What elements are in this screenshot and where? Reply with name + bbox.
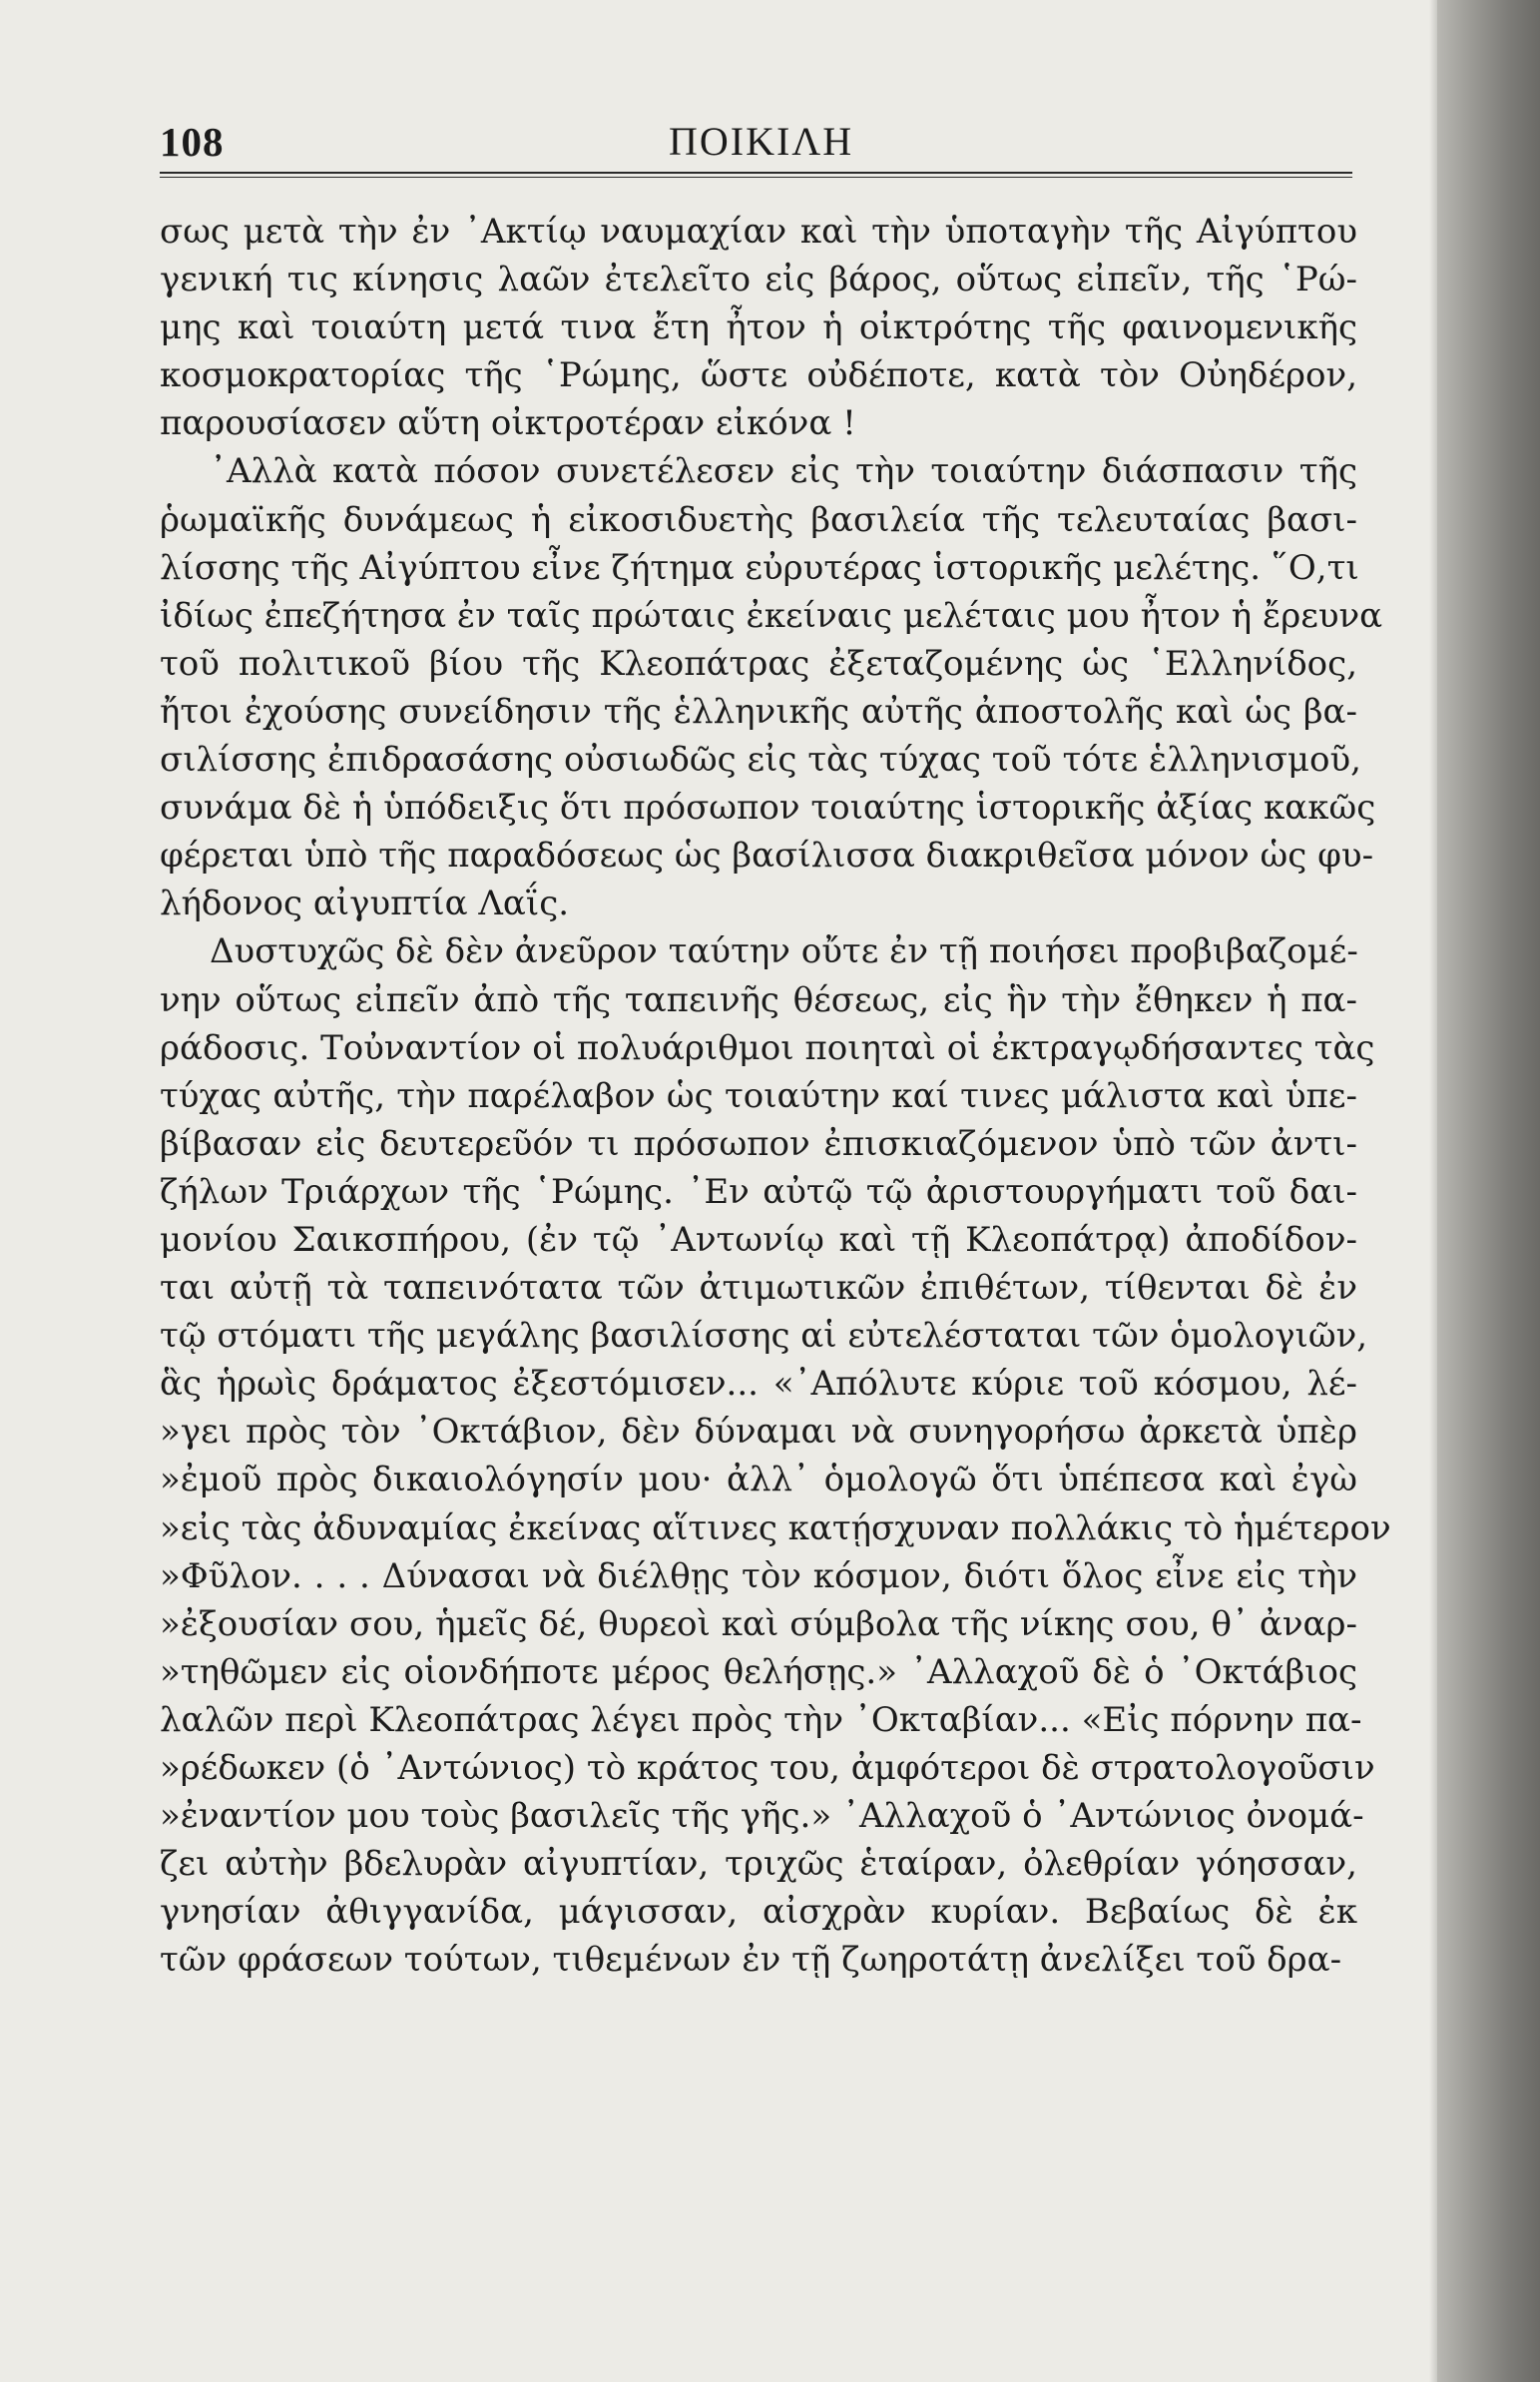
text-line: ἤτοι ἐχούσης συνείδησιν τῆς ἑλληνικῆς αὐτῆς ἀποστολῆς καὶ ὡς βα- [160, 691, 1357, 732]
text-line: ται αὐτῇ τὰ ταπεινότατα τῶν ἀτιμωτικῶν ἐπιθέτων, τίθενται δὲ ἐν [160, 1268, 1357, 1309]
text-line: »τηθῶμεν εἰς οἱονδήποτε μέρος θελήσῃς.» ᾽Αλλαχοῦ δὲ ὁ ᾽Οκτάβιος [160, 1651, 1357, 1692]
text-line: ράδοσις. Τοὐναντίον οἱ πολυάριθμοι ποιηταὶ οἱ ἐκτραγῳδήσαντες τὰς [160, 1027, 1375, 1068]
text-line: σως μετὰ τὴν ἐν ᾽Ακτίῳ ναυμαχίαν καὶ τὴν ὑποταγὴν τῆς Αἰγύπτου [160, 212, 1357, 252]
running-head: ΠΟΙΚΙΛΗ [669, 119, 854, 164]
text-line: φέρεται ὑπὸ τῆς παραδόσεως ὡς βασίλισσα διακριθεῖσα μόνον ὡς φυ- [160, 836, 1374, 877]
text-line: λίσσης τῆς Αἰγύπτου εἶνε ζήτημα εὐρυτέρας ἱστορικῆς μελέτης. ῞Ο,τι [160, 547, 1359, 588]
text-line: λήδονος αἰγυπτία Λαΐς. [160, 884, 570, 924]
text-line: τῷ στόματι τῆς μεγάλης βασιλίσσης αἱ εὐτελέσταται τῶν ὁμολογιῶν, [160, 1316, 1368, 1357]
text-line: »ρέδωκεν (ὁ ᾽Αντώνιος) τὸ κράτος του, ἀμφότεροι δὲ στρατολογοῦσιν [160, 1748, 1375, 1788]
text-line: βίβασαν εἰς δευτερεῦόν τι πρόσωπον ἐπισκιαζόμενον ὑπὸ τῶν ἀντι- [160, 1123, 1357, 1164]
text-line: ἃς ἡρωὶς δράματος ἐξεστόμισεν... «᾽Απόλυτε κύριε τοῦ κόσμου, λέ- [160, 1364, 1357, 1405]
text-line: ἰδίως ἐπεζήτησα ἐν ταῖς πρώταις ἐκείναις μελέταις μου ἦτον ἡ ἔρευνα [160, 595, 1383, 636]
text-line: τοῦ πολιτικοῦ βίου τῆς Κλεοπάτρας ἐξεταζομένης ὡς ῾Ελληνίδος, [160, 643, 1357, 684]
text-line: γενική τις κίνησις λαῶν ἐτελεῖτο εἰς βάρος, οὕτως εἰπεῖν, τῆς ῾Ρώ- [160, 260, 1357, 300]
text-line: Δυστυχῶς δὲ δὲν ἀνεῦρον ταύτην οὔτε ἐν τῇ ποιήσει προβιβαζομέ- [210, 931, 1358, 972]
text-line: σιλίσσης ἐπιδρασάσης οὐσιωδῶς εἰς τὰς τύχας τοῦ τότε ἑλληνισμοῦ, [160, 740, 1361, 781]
text-line: ζήλων Τριάρχων τῆς ῾Ρώμης. ᾽Εν αὐτῷ τῷ ἀριστουργήματι τοῦ δαι- [160, 1171, 1357, 1212]
text-line: »γει πρὸς τὸν ᾽Οκτάβιον, δὲν δύναμαι νὰ συνηγορήσω ἀρκετὰ ὑπὲρ [160, 1412, 1357, 1453]
text-line: »ἐμοῦ πρὸς δικαιολόγησίν μου· ἀλλ᾽ ὁμολογῶ ὅτι ὑπέπεσα καὶ ἐγὼ [160, 1460, 1357, 1500]
text-line: »Φῦλον. . . . Δύνασαι νὰ διέλθῃς τὸν κόσμον, διότι ὅλος εἶνε εἰς τὴν [160, 1555, 1357, 1596]
text-line: »εἰς τὰς ἀδυναμίας ἐκείνας αἵτινες κατῄσχυναν πολλάκις τὸ ἡμέτερον [160, 1507, 1391, 1548]
book-spine [1437, 0, 1540, 2382]
text-line: νην οὕτως εἰπεῖν ἀπὸ τῆς ταπεινῆς θέσεως, εἰς ἣν τὴν ἔθηκεν ἡ πα- [160, 979, 1357, 1020]
text-line: ζει αὐτὴν βδελυρὰν αἰγυπτίαν, τριχῶς ἑταίραν, ὀλεθρίαν γόησσαν, [160, 1844, 1357, 1885]
text-line: ᾽Αλλὰ κατὰ πόσον συνετέλεσεν εἰς τὴν τοιαύτην διάσπασιν τῆς [210, 451, 1357, 492]
text-line: μονίου Σαικσπήρου, (ἐν τῷ ᾽Αντωνίῳ καὶ τῇ Κλεοπάτρᾳ) ἀποδίδον- [160, 1219, 1357, 1260]
text-line: γνησίαν ἀθιγγανίδα, μάγισσαν, αἰσχρὰν κυρίαν. Βεβαίως δὲ ἐκ [160, 1892, 1357, 1933]
text-line: ῥωμαϊκῆς δυνάμεως ἡ εἰκοσιδυετὴς βασιλεία τῆς τελευταίας βασι- [160, 499, 1357, 540]
page-header [160, 110, 1352, 170]
text-line: συνάμα δὲ ἡ ὑπόδειξις ὅτι πρόσωπον τοιαύτης ἱστορικῆς ἀξίας κακῶς [160, 788, 1376, 829]
text-line: λαλῶν περὶ Κλεοπάτρας λέγει πρὸς τὴν ᾽Οκταβίαν... «Εἰς πόρνην πα- [160, 1699, 1362, 1740]
body-text [160, 208, 1391, 1984]
text-line: »ἐναντίον μου τοὺς βασιλεῖς τῆς γῆς.» ᾽Αλλαχοῦ ὁ ᾽Αντώνιος ὀνομά- [160, 1796, 1364, 1837]
text-line: παρουσίασεν αὕτη οἰκτροτέραν εἰκόνα ! [160, 403, 856, 444]
text-line: τύχας αὐτῆς, τὴν παρέλαβον ὡς τοιαύτην καί τινες μάλιστα καὶ ὑπε- [160, 1075, 1357, 1116]
page-number: 108 [160, 119, 225, 165]
text-line: »ἐξουσίαν σου, ἡμεῖς δέ, θυρεοὶ καὶ σύμβολα τῆς νίκης σου, θ᾽ ἀναρ- [160, 1603, 1357, 1644]
header-rule [160, 172, 1352, 178]
text-line: κοσμοκρατορίας τῆς ῾Ρώμης, ὥστε οὐδέποτε, κατὰ τὸν Οὐηδέρον, [160, 355, 1357, 396]
text-line: τῶν φράσεων τούτων, τιθεμένων ἐν τῇ ζωηροτάτῃ ἀνελίξει τοῦ δρα- [160, 1940, 1342, 1981]
text-line: μης καὶ τοιαύτη μετά τινα ἔτη ἦτον ἡ οἰκτρότης τῆς φαινομενικῆς [160, 307, 1357, 348]
